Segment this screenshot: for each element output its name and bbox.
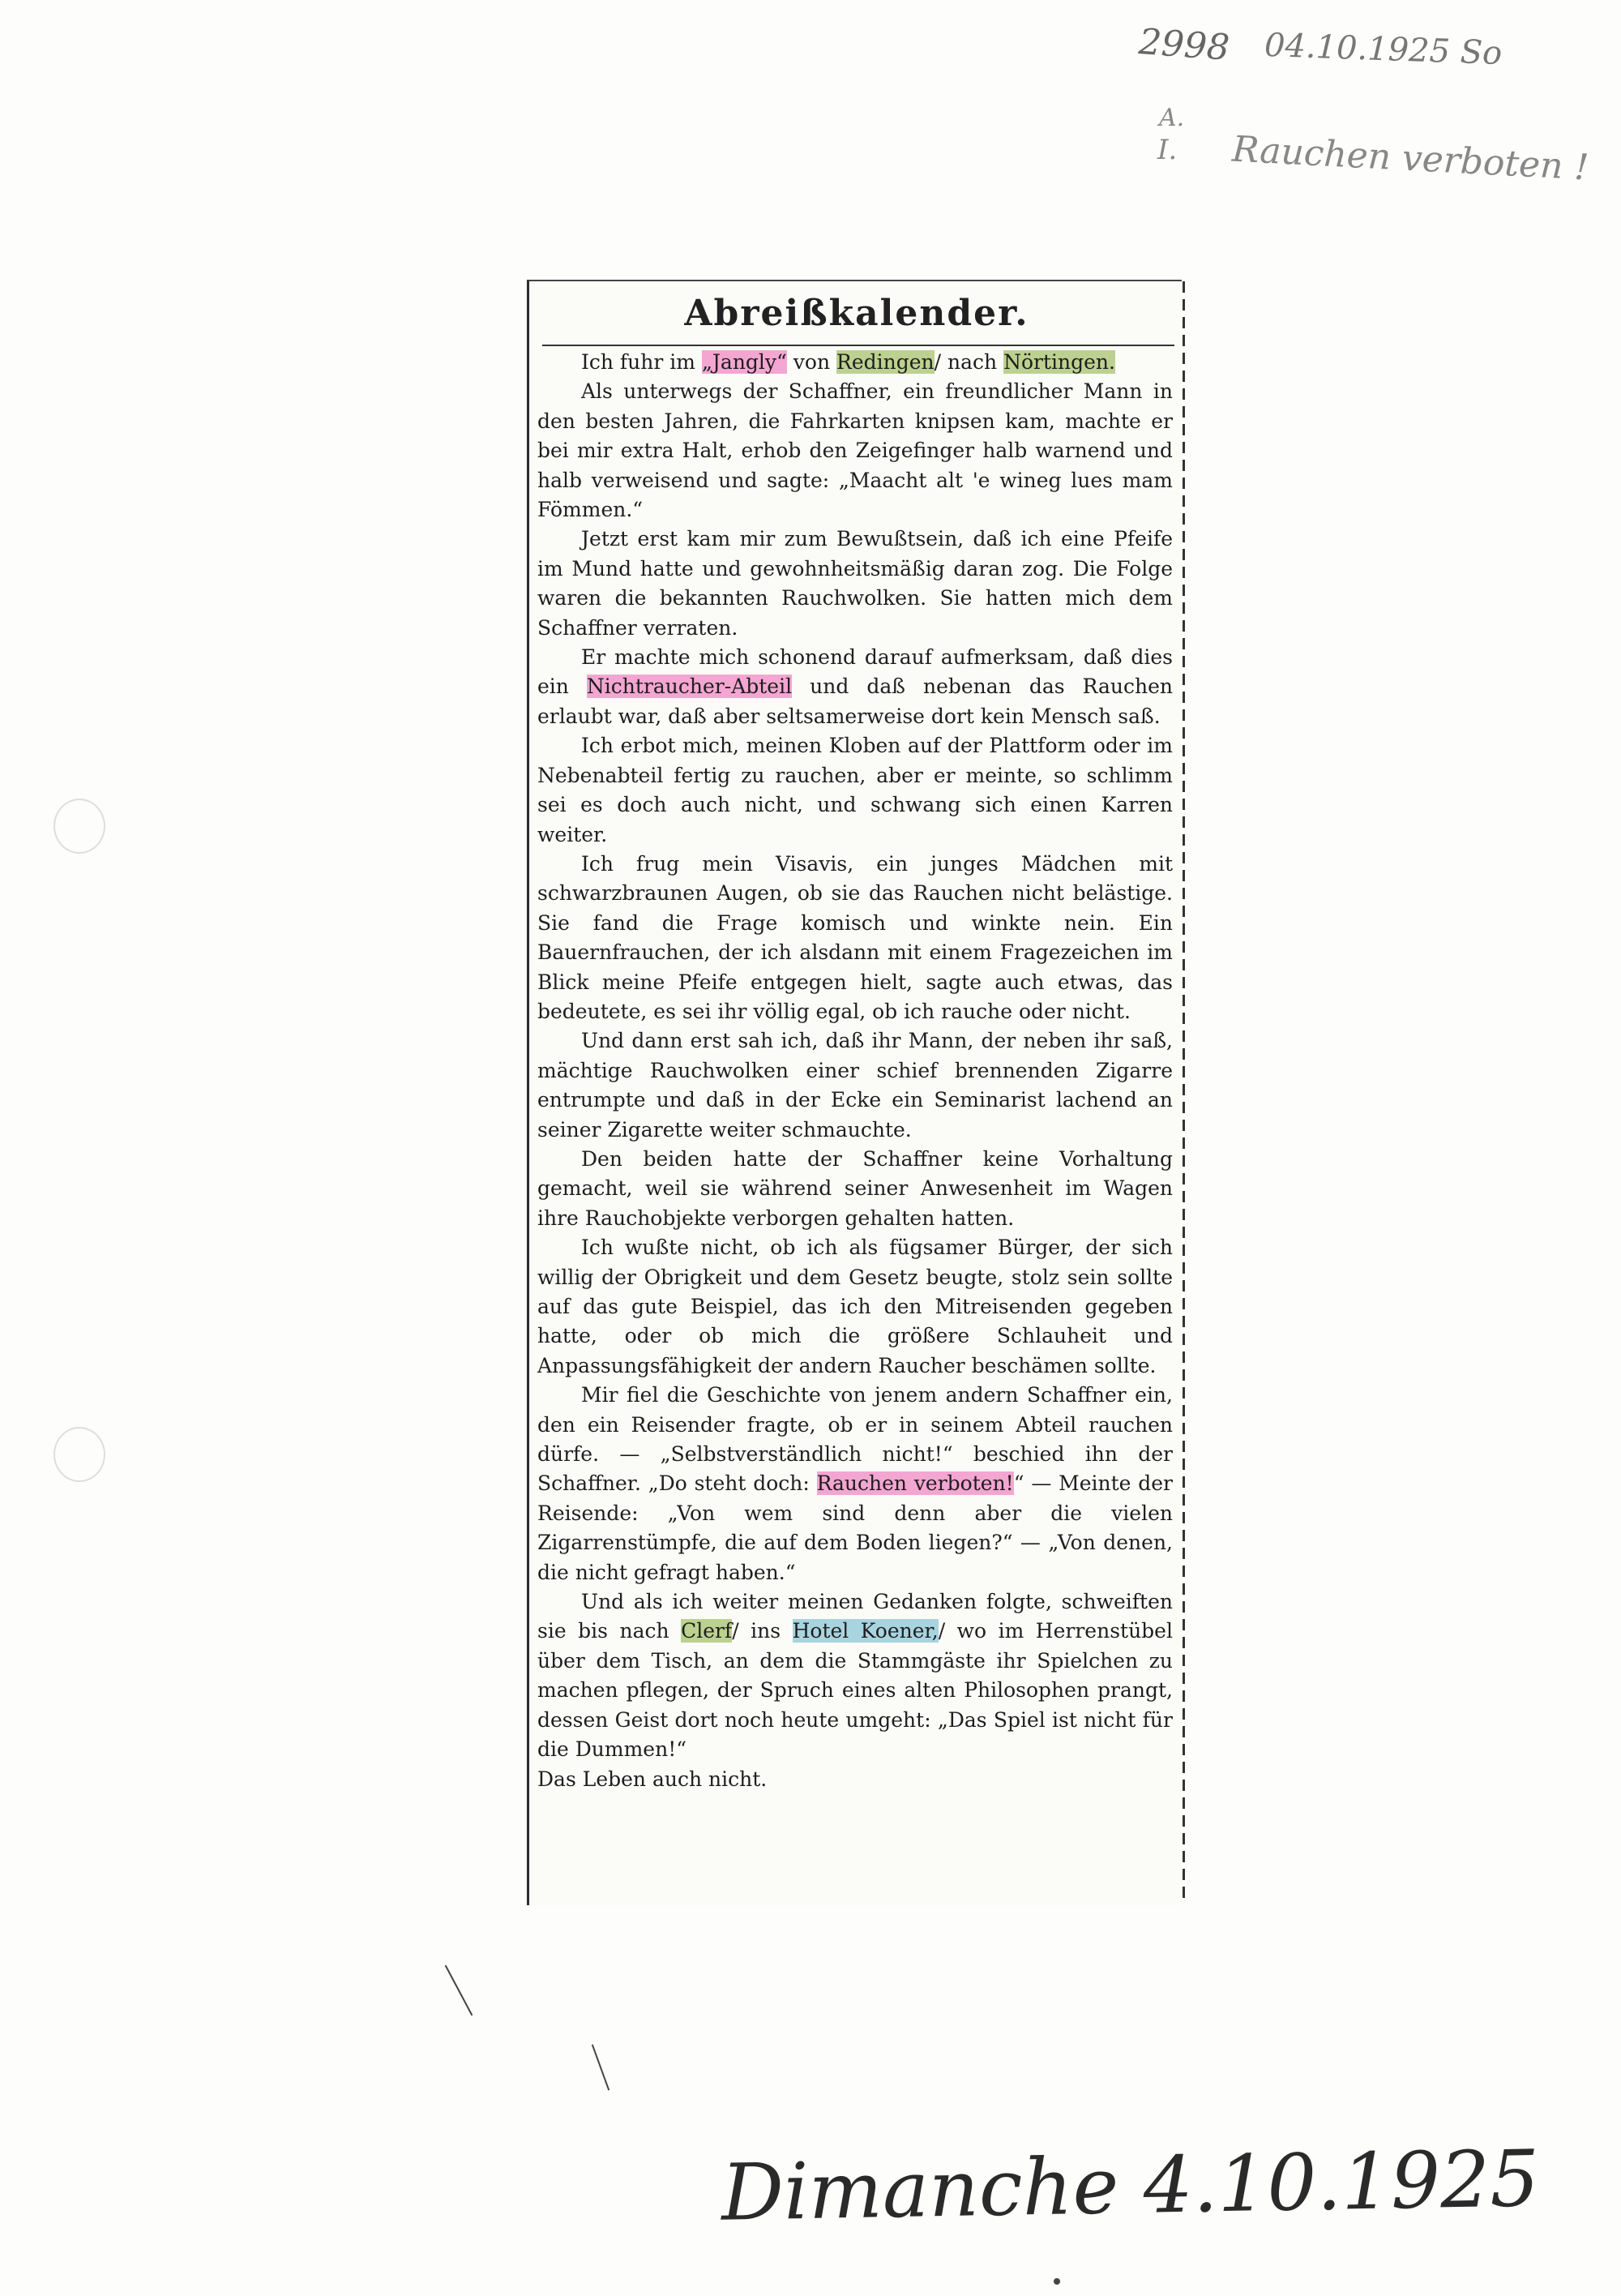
highlight-nichtraucher-abteil: Nichtraucher-Abteil <box>586 675 793 699</box>
article-paragraph: Ich erbot mich, meinen Kloben auf der Plattform oder im Nebenabteil fertig zu rauchen, aber er meinte, so schlimm sei es doch auch nicht, und schwang sich einen Karren weiter. <box>537 734 1173 846</box>
text-run: Ich fuhr im <box>581 350 702 374</box>
title-divider <box>542 345 1174 346</box>
archive-date-note: 04.10.1925 So <box>1264 26 1503 73</box>
article-paragraph <box>537 1381 1173 1587</box>
text-run: / wo im Herrenstübel über dem Tisch, an dem die Stammgäste ihr Spielchen zu machen pflegen, der Spruch eines alten Philosophen prangt, dessen Geist dort noch heute umgeht: „Das Spiel ist nicht für die Dummen!“ <box>537 1619 1173 1762</box>
marker-a-note: A. <box>1159 104 1185 132</box>
highlight-hotel-koener: Hotel Koener, <box>792 1619 939 1643</box>
text-run: / nach <box>934 350 1004 374</box>
bottom-date-note: Dimanche 4.10.1925 <box>721 2133 1541 2238</box>
article-closing-line: Das Leben auch nicht. <box>537 1767 768 1791</box>
text-run: von <box>786 350 836 374</box>
newspaper-clipping <box>527 280 1182 1905</box>
article-paragraph: Ich frug mein Visavis, ein junges Mädchen mit schwarzbraunen Augen, ob sie das Rauchen nicht belästige. Sie fand die Frage komisch und winkte nein. Ein Bauernfrauchen, der ich alsdann mit einem Fragezeichen im Blick meine Pfeife entgegen hielt, sagte auch etwas, das bedeutete, es sei ihr völlig egal, ob ich rauche oder nicht. <box>537 851 1173 1023</box>
article-title: Abreißkalender. <box>684 293 1029 334</box>
highlight-noertingen: Nörtingen. <box>1003 350 1115 374</box>
scan-mark <box>445 1965 473 2016</box>
punch-hole-icon <box>53 1427 105 1482</box>
article-paragraph <box>537 348 1173 377</box>
text-run: Und als ich weiter meinen Gedanken folgte, schweiften sie bis nach <box>537 1590 1173 1643</box>
text-run: Mir fiel die Geschichte von jenem andern Schaffner ein, den ein Reisender fragte, ob er in seinem Abteil rauchen dürfe. — „Selbstverständlich nicht!“ beschied ihn der Schaffner. „Do steht doch: <box>537 1383 1173 1496</box>
highlight-clerf: Clerf <box>681 1619 733 1643</box>
archive-number-note: 2998 <box>1137 21 1231 69</box>
marker-i-note: I. <box>1157 134 1178 166</box>
text-run: “ — Meinte der Reisende: „Von wem sind denn aber die vielen Zigarrenstümpfe, die auf dem Boden liegen?“ — „Von denen, die nicht gefragt haben.“ <box>537 1471 1174 1584</box>
punch-hole-icon <box>53 799 105 854</box>
article-body <box>537 348 1173 1794</box>
text-run: und daß nebenan das Rauchen erlaubt war, daß aber seltsamerweise dort kein Mensch saß. <box>537 675 1173 728</box>
article-paragraph: Den beiden hatte der Schaffner keine Vorhaltung gemacht, weil sie während seiner Anwesenheit im Wagen ihre Rauchobjekte verborgen gehalten hatten. <box>537 1146 1173 1230</box>
scan-mark <box>1054 2278 1060 2285</box>
article-paragraph <box>537 643 1173 731</box>
text-run: Er machte mich schonend darauf aufmerksam, daß dies ein <box>537 645 1173 699</box>
article-paragraph: Jetzt erst kam mir zum Bewußtsein, daß ich eine Pfeife im Mund hatte und gewohnheitsmäßig daran zog. Die Folge waren die bekannten Rauchwolken. Sie hatten mich dem Schaffner verraten. <box>537 527 1173 640</box>
topic-note: Rauchen verboten ! <box>1230 128 1590 189</box>
article-paragraph: Und dann erst sah ich, daß ihr Mann, der neben ihr saß, mächtige Rauchwolken einer schief brennenden Zigarre entrumpte und daß in der Ecke ein Seminarist lachend an seiner Zigarette weiter schmauchte. <box>537 1029 1173 1142</box>
highlight-jangly: „Jangly“ <box>701 350 787 374</box>
article-paragraph: Ich wußte nicht, ob ich als fügsamer Bürger, der sich willig der Obrigkeit und dem Gesetz beugte, stolz sein sollte auf das gute Beispiel, das ich den Mitreisenden gegeben hatte, oder ob mich die größere Schlauheit und Anpassungsfähigkeit der andern Raucher beschämen sollte. <box>537 1236 1173 1377</box>
scan-mark <box>592 2044 609 2090</box>
article-paragraph: Als unterwegs der Schaffner, ein freundlicher Mann in den besten Jahren, die Fahrkarten knipsen kam, machte er bei mir extra Halt, erhob den Zeigefinger halb warnend und halb verweisend und sagte: „Maacht alt 'e wineg lues mam Fömmen.“ <box>537 379 1173 522</box>
text-run: / ins <box>732 1619 793 1643</box>
highlight-rauchen-verboten: Rauchen verboten! <box>816 1471 1014 1496</box>
highlight-redingen: Redingen <box>836 350 935 374</box>
article-paragraph <box>537 1587 1173 1764</box>
